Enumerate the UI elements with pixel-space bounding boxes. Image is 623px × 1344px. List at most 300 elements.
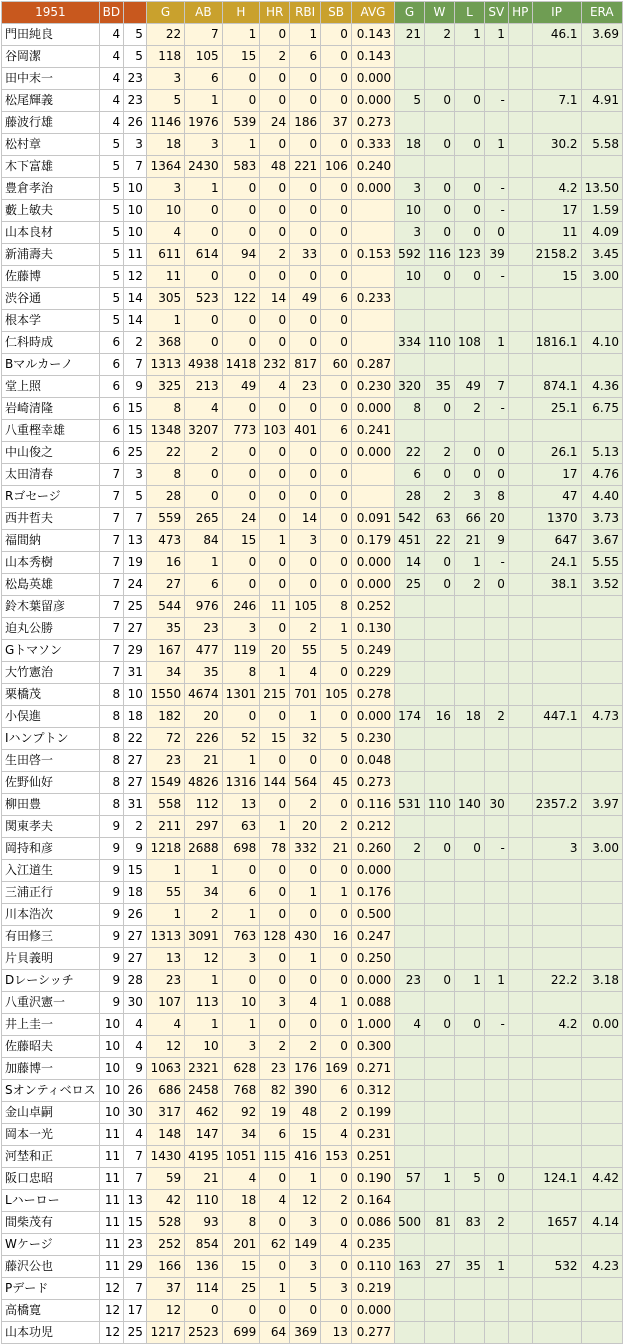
home-runs-cell: 0 (260, 398, 290, 420)
stolen-bases-cell: 2 (321, 1102, 352, 1124)
saves-cell (484, 1102, 508, 1124)
saves-cell (484, 860, 508, 882)
stolen-bases-cell: 105 (321, 684, 352, 706)
player-name-cell[interactable]: 鈴木葉留彦 (2, 596, 100, 618)
games-cell: 528 (146, 1212, 184, 1234)
innings-pitched-cell: 2357.2 (532, 794, 581, 816)
holds-cell (508, 640, 532, 662)
player-name-cell[interactable]: Rゴセージ (2, 486, 100, 508)
player-name-cell[interactable]: 片貝義明 (2, 948, 100, 970)
hits-cell: 24 (222, 508, 260, 530)
batting-average-cell: 0.000 (351, 68, 394, 90)
batting-average-cell (351, 222, 394, 244)
rbi-cell: 0 (290, 266, 321, 288)
wins-cell (425, 1322, 455, 1344)
player-name-cell[interactable]: 岡本一光 (2, 1124, 100, 1146)
home-runs-cell: 0 (260, 310, 290, 332)
home-runs-cell: 0 (260, 1212, 290, 1234)
player-name-cell[interactable]: 松島英雄 (2, 574, 100, 596)
saves-cell: - (484, 90, 508, 112)
player-name-cell[interactable]: 中山俊之 (2, 442, 100, 464)
rbi-cell: 221 (290, 156, 321, 178)
rbi-cell: 0 (290, 574, 321, 596)
birth-day-cell: 23 (124, 90, 147, 112)
wins-cell (425, 156, 455, 178)
player-name-cell[interactable]: 金山卓嗣 (2, 1102, 100, 1124)
hits-cell: 0 (222, 332, 260, 354)
holds-cell (508, 1124, 532, 1146)
stolen-bases-cell: 1 (321, 882, 352, 904)
at-bats-cell: 1 (185, 860, 223, 882)
table-row (2, 1322, 623, 1344)
innings-pitched-cell (532, 992, 581, 1014)
table-row (2, 1080, 623, 1102)
table-row (2, 992, 623, 1014)
pitching-games-cell: 334 (395, 332, 425, 354)
player-name-cell[interactable]: 藤沢公也 (2, 1256, 100, 1278)
player-name-cell[interactable]: 佐藤昭夫 (2, 1036, 100, 1058)
pitching-games-cell: 6 (395, 464, 425, 486)
player-name-cell[interactable]: 松尾輝義 (2, 90, 100, 112)
stolen-bases-cell: 5 (321, 640, 352, 662)
player-name-cell[interactable]: 川本浩次 (2, 904, 100, 926)
era-cell: 4.76 (581, 464, 622, 486)
birth-day-cell: 3 (124, 464, 147, 486)
player-name-cell[interactable]: Pデード (2, 1278, 100, 1300)
birth-day-cell: 27 (124, 750, 147, 772)
hits-cell: 15 (222, 530, 260, 552)
holds-cell (508, 156, 532, 178)
stolen-bases-cell: 0 (321, 552, 352, 574)
losses-cell: 108 (454, 332, 484, 354)
games-cell: 12 (146, 1036, 184, 1058)
rbi-cell: 0 (290, 134, 321, 156)
losses-cell: 2 (454, 574, 484, 596)
batting-average-cell: 0.088 (351, 992, 394, 1014)
player-name-cell[interactable]: 井上圭一 (2, 1014, 100, 1036)
pitching-games-cell (395, 640, 425, 662)
header-year: 1951 (2, 2, 100, 24)
stolen-bases-cell: 0 (321, 750, 352, 772)
player-name-cell[interactable]: Gトマソン (2, 640, 100, 662)
player-name-cell[interactable]: 山本功児 (2, 1322, 100, 1344)
player-name-cell[interactable]: 太田清春 (2, 464, 100, 486)
batting-average-cell: 0.250 (351, 948, 394, 970)
saves-cell (484, 354, 508, 376)
wins-cell (425, 772, 455, 794)
stolen-bases-cell: 106 (321, 156, 352, 178)
player-name-cell[interactable]: 八重沢憲一 (2, 992, 100, 1014)
pitching-games-cell (395, 816, 425, 838)
player-name-cell[interactable]: 谷岡潔 (2, 46, 100, 68)
wins-cell (425, 684, 455, 706)
wins-cell (425, 662, 455, 684)
player-name-cell[interactable]: 堂上照 (2, 376, 100, 398)
pitching-games-cell: 28 (395, 486, 425, 508)
holds-cell (508, 1234, 532, 1256)
birth-day-cell: 7 (124, 1168, 147, 1190)
at-bats-cell: 462 (185, 1102, 223, 1124)
home-runs-cell: 1 (260, 1278, 290, 1300)
player-name-cell[interactable]: 根本学 (2, 310, 100, 332)
innings-pitched-cell: 46.1 (532, 24, 581, 46)
games-cell: 28 (146, 486, 184, 508)
hits-cell: 94 (222, 244, 260, 266)
player-name-cell[interactable]: 間柴茂有 (2, 1212, 100, 1234)
birth-day-cell: 29 (124, 640, 147, 662)
batting-average-cell: 0.190 (351, 1168, 394, 1190)
pitching-games-cell: 4 (395, 1014, 425, 1036)
at-bats-cell: 2523 (185, 1322, 223, 1344)
games-cell: 1 (146, 904, 184, 926)
player-stats-table (1, 1, 623, 1344)
games-cell: 368 (146, 332, 184, 354)
header-rbi: RBI (290, 2, 321, 24)
player-name-cell[interactable]: Iハンプトン (2, 728, 100, 750)
stolen-bases-cell: 3 (321, 1278, 352, 1300)
era-cell: 0.00 (581, 1014, 622, 1036)
losses-cell (454, 1322, 484, 1344)
wins-cell: 0 (425, 222, 455, 244)
games-cell: 11 (146, 266, 184, 288)
era-cell (581, 354, 622, 376)
innings-pitched-cell (532, 618, 581, 640)
stolen-bases-cell: 0 (321, 1300, 352, 1322)
hits-cell: 0 (222, 552, 260, 574)
losses-cell (454, 618, 484, 640)
home-runs-cell: 11 (260, 596, 290, 618)
losses-cell: 5 (454, 1168, 484, 1190)
player-name-cell[interactable]: 大竹憲治 (2, 662, 100, 684)
hits-cell: 0 (222, 970, 260, 992)
birth-month-cell: 7 (99, 574, 123, 596)
birth-month-cell: 9 (99, 904, 123, 926)
holds-cell (508, 904, 532, 926)
pitching-games-cell (395, 1300, 425, 1322)
stolen-bases-cell: 0 (321, 574, 352, 596)
games-cell: 23 (146, 970, 184, 992)
stolen-bases-cell: 0 (321, 134, 352, 156)
holds-cell (508, 1036, 532, 1058)
era-cell (581, 1036, 622, 1058)
era-cell (581, 1234, 622, 1256)
player-name-cell[interactable]: 松村章 (2, 134, 100, 156)
losses-cell: 0 (454, 442, 484, 464)
player-name-cell[interactable]: 岡持和彦 (2, 838, 100, 860)
holds-cell (508, 464, 532, 486)
birth-day-cell: 30 (124, 1102, 147, 1124)
pitching-games-cell (395, 310, 425, 332)
birth-day-cell: 18 (124, 882, 147, 904)
saves-cell: 7 (484, 376, 508, 398)
table-row (2, 772, 623, 794)
home-runs-cell: 0 (260, 574, 290, 596)
birth-month-cell: 10 (99, 1058, 123, 1080)
at-bats-cell: 110 (185, 1190, 223, 1212)
innings-pitched-cell: 1816.1 (532, 332, 581, 354)
birth-month-cell: 12 (99, 1322, 123, 1344)
birth-month-cell: 11 (99, 1146, 123, 1168)
stolen-bases-cell: 0 (321, 442, 352, 464)
games-cell: 686 (146, 1080, 184, 1102)
birth-day-cell: 14 (124, 310, 147, 332)
birth-day-cell: 15 (124, 398, 147, 420)
pitching-games-cell (395, 288, 425, 310)
innings-pitched-cell: 4.2 (532, 1014, 581, 1036)
player-name-cell[interactable]: 河埜和正 (2, 1146, 100, 1168)
player-name-cell[interactable]: 木下富雄 (2, 156, 100, 178)
player-name-cell[interactable]: 生田啓一 (2, 750, 100, 772)
batting-average-cell: 0.241 (351, 420, 394, 442)
player-name-cell[interactable]: Wケージ (2, 1234, 100, 1256)
at-bats-cell: 105 (185, 46, 223, 68)
birth-month-cell: 8 (99, 750, 123, 772)
games-cell: 5 (146, 90, 184, 112)
birth-day-cell: 9 (124, 838, 147, 860)
innings-pitched-cell (532, 926, 581, 948)
birth-month-cell: 8 (99, 728, 123, 750)
at-bats-cell: 114 (185, 1278, 223, 1300)
player-name-cell[interactable]: Sオンティベロス (2, 1080, 100, 1102)
hits-cell: 1 (222, 134, 260, 156)
home-runs-cell: 0 (260, 552, 290, 574)
holds-cell (508, 376, 532, 398)
player-name-cell[interactable]: Lハーロー (2, 1190, 100, 1212)
hits-cell: 13 (222, 794, 260, 816)
era-cell (581, 288, 622, 310)
wins-cell (425, 596, 455, 618)
birth-month-cell: 9 (99, 838, 123, 860)
table-row (2, 596, 623, 618)
hits-cell: 49 (222, 376, 260, 398)
holds-cell (508, 926, 532, 948)
batting-average-cell: 0.000 (351, 574, 394, 596)
innings-pitched-cell: 38.1 (532, 574, 581, 596)
player-name-cell[interactable]: 門田純良 (2, 24, 100, 46)
player-name-cell[interactable]: 柳田豊 (2, 794, 100, 816)
losses-cell (454, 1190, 484, 1212)
birth-month-cell: 6 (99, 354, 123, 376)
wins-cell (425, 354, 455, 376)
innings-pitched-cell (532, 772, 581, 794)
innings-pitched-cell (532, 156, 581, 178)
birth-month-cell: 7 (99, 552, 123, 574)
saves-cell: 1 (484, 970, 508, 992)
batting-average-cell: 0.000 (351, 178, 394, 200)
rbi-cell: 2 (290, 794, 321, 816)
hits-cell: 10 (222, 992, 260, 1014)
era-cell: 3.69 (581, 24, 622, 46)
at-bats-cell: 2 (185, 442, 223, 464)
innings-pitched-cell: 3 (532, 838, 581, 860)
holds-cell (508, 1080, 532, 1102)
at-bats-cell: 226 (185, 728, 223, 750)
rbi-cell: 0 (290, 178, 321, 200)
rbi-cell: 49 (290, 288, 321, 310)
losses-cell (454, 420, 484, 442)
player-name-cell[interactable]: 岩崎清隆 (2, 398, 100, 420)
home-runs-cell: 0 (260, 860, 290, 882)
rbi-cell: 186 (290, 112, 321, 134)
hits-cell: 0 (222, 1300, 260, 1322)
table-row (2, 706, 623, 728)
wins-cell: 2 (425, 24, 455, 46)
rbi-cell: 0 (290, 68, 321, 90)
saves-cell: - (484, 266, 508, 288)
stolen-bases-cell: 0 (321, 508, 352, 530)
table-row (2, 640, 623, 662)
player-name-cell[interactable]: 藪上敏夫 (2, 200, 100, 222)
holds-cell (508, 244, 532, 266)
pitching-games-cell (395, 618, 425, 640)
losses-cell: 2 (454, 398, 484, 420)
table-row (2, 244, 623, 266)
hits-cell: 1 (222, 904, 260, 926)
table-row (2, 552, 623, 574)
holds-cell (508, 860, 532, 882)
hits-cell: 0 (222, 266, 260, 288)
at-bats-cell: 20 (185, 706, 223, 728)
batting-average-cell: 0.277 (351, 1322, 394, 1344)
wins-cell: 0 (425, 838, 455, 860)
table-row (2, 904, 623, 926)
player-name-cell[interactable]: 田中末一 (2, 68, 100, 90)
player-name-cell[interactable]: 新浦壽夫 (2, 244, 100, 266)
games-cell: 182 (146, 706, 184, 728)
birth-day-cell: 4 (124, 1124, 147, 1146)
losses-cell: 0 (454, 90, 484, 112)
saves-cell (484, 112, 508, 134)
batting-average-cell: 0.219 (351, 1278, 394, 1300)
birth-day-cell: 7 (124, 156, 147, 178)
games-cell: 4 (146, 222, 184, 244)
saves-cell: - (484, 838, 508, 860)
player-name-cell[interactable]: 豊倉孝治 (2, 178, 100, 200)
era-cell: 5.13 (581, 442, 622, 464)
wins-cell (425, 420, 455, 442)
stolen-bases-cell: 4 (321, 1124, 352, 1146)
saves-cell (484, 750, 508, 772)
player-name-cell[interactable]: 有田修三 (2, 926, 100, 948)
player-name-cell[interactable]: 山本良材 (2, 222, 100, 244)
player-name-cell[interactable]: 渋谷通 (2, 288, 100, 310)
holds-cell (508, 486, 532, 508)
wins-cell: 0 (425, 574, 455, 596)
wins-cell (425, 618, 455, 640)
home-runs-cell: 144 (260, 772, 290, 794)
era-cell: 3.45 (581, 244, 622, 266)
player-name-cell[interactable]: 佐藤博 (2, 266, 100, 288)
games-cell: 1217 (146, 1322, 184, 1344)
games-cell: 118 (146, 46, 184, 68)
player-name-cell[interactable]: Bマルカーノ (2, 354, 100, 376)
holds-cell (508, 618, 532, 640)
player-name-cell[interactable]: 西井哲夫 (2, 508, 100, 530)
holds-cell (508, 24, 532, 46)
player-name-cell[interactable]: 八重樫幸雄 (2, 420, 100, 442)
holds-cell (508, 266, 532, 288)
table-row (2, 794, 623, 816)
player-name-cell[interactable]: 高橋寛 (2, 1300, 100, 1322)
player-name-cell[interactable]: 小俣進 (2, 706, 100, 728)
player-name-cell[interactable]: 入江道生 (2, 860, 100, 882)
pitching-games-cell: 542 (395, 508, 425, 530)
hits-cell: 768 (222, 1080, 260, 1102)
birth-month-cell: 5 (99, 200, 123, 222)
home-runs-cell: 0 (260, 1168, 290, 1190)
innings-pitched-cell (532, 1036, 581, 1058)
wins-cell (425, 1300, 455, 1322)
wins-cell (425, 640, 455, 662)
hits-cell: 201 (222, 1234, 260, 1256)
player-name-cell[interactable]: 仁科時成 (2, 332, 100, 354)
rbi-cell: 14 (290, 508, 321, 530)
rbi-cell: 32 (290, 728, 321, 750)
player-name-cell[interactable]: 三浦正行 (2, 882, 100, 904)
at-bats-cell: 1976 (185, 112, 223, 134)
pitching-games-cell (395, 112, 425, 134)
stolen-bases-cell: 0 (321, 904, 352, 926)
games-cell: 1313 (146, 354, 184, 376)
innings-pitched-cell: 1657 (532, 1212, 581, 1234)
innings-pitched-cell (532, 112, 581, 134)
table-row (2, 90, 623, 112)
batting-average-cell: 0.130 (351, 618, 394, 640)
player-name-cell[interactable]: 迫丸公勝 (2, 618, 100, 640)
player-name-cell[interactable]: 福間納 (2, 530, 100, 552)
home-runs-cell: 0 (260, 750, 290, 772)
player-name-cell[interactable]: Dレーシッチ (2, 970, 100, 992)
rbi-cell: 0 (290, 90, 321, 112)
hits-cell: 0 (222, 706, 260, 728)
player-name-cell[interactable]: 栗橋茂 (2, 684, 100, 706)
at-bats-cell: 523 (185, 288, 223, 310)
at-bats-cell: 35 (185, 662, 223, 684)
player-name-cell[interactable]: 関東孝夫 (2, 816, 100, 838)
innings-pitched-cell: 17 (532, 464, 581, 486)
saves-cell (484, 1234, 508, 1256)
holds-cell (508, 1278, 532, 1300)
at-bats-cell: 1 (185, 178, 223, 200)
innings-pitched-cell (532, 904, 581, 926)
player-name-cell[interactable]: 佐野仙好 (2, 772, 100, 794)
pitching-games-cell: 10 (395, 200, 425, 222)
birth-day-cell: 5 (124, 486, 147, 508)
games-cell: 148 (146, 1124, 184, 1146)
player-name-cell[interactable]: 阪口忠昭 (2, 1168, 100, 1190)
birth-day-cell: 2 (124, 332, 147, 354)
batting-average-cell: 0.252 (351, 596, 394, 618)
wins-cell: 0 (425, 552, 455, 574)
batting-average-cell: 0.212 (351, 816, 394, 838)
saves-cell: 1 (484, 134, 508, 156)
player-name-cell[interactable]: 藤波行雄 (2, 112, 100, 134)
table-row (2, 882, 623, 904)
holds-cell (508, 332, 532, 354)
table-row (2, 860, 623, 882)
player-name-cell[interactable]: 山本秀樹 (2, 552, 100, 574)
birth-month-cell: 11 (99, 1190, 123, 1212)
header-hits: H (222, 2, 260, 24)
birth-month-cell: 10 (99, 1014, 123, 1036)
at-bats-cell: 4938 (185, 354, 223, 376)
player-name-cell[interactable]: 加藤博一 (2, 1058, 100, 1080)
rbi-cell: 1 (290, 882, 321, 904)
innings-pitched-cell (532, 662, 581, 684)
table-row (2, 288, 623, 310)
losses-cell (454, 882, 484, 904)
innings-pitched-cell (532, 310, 581, 332)
